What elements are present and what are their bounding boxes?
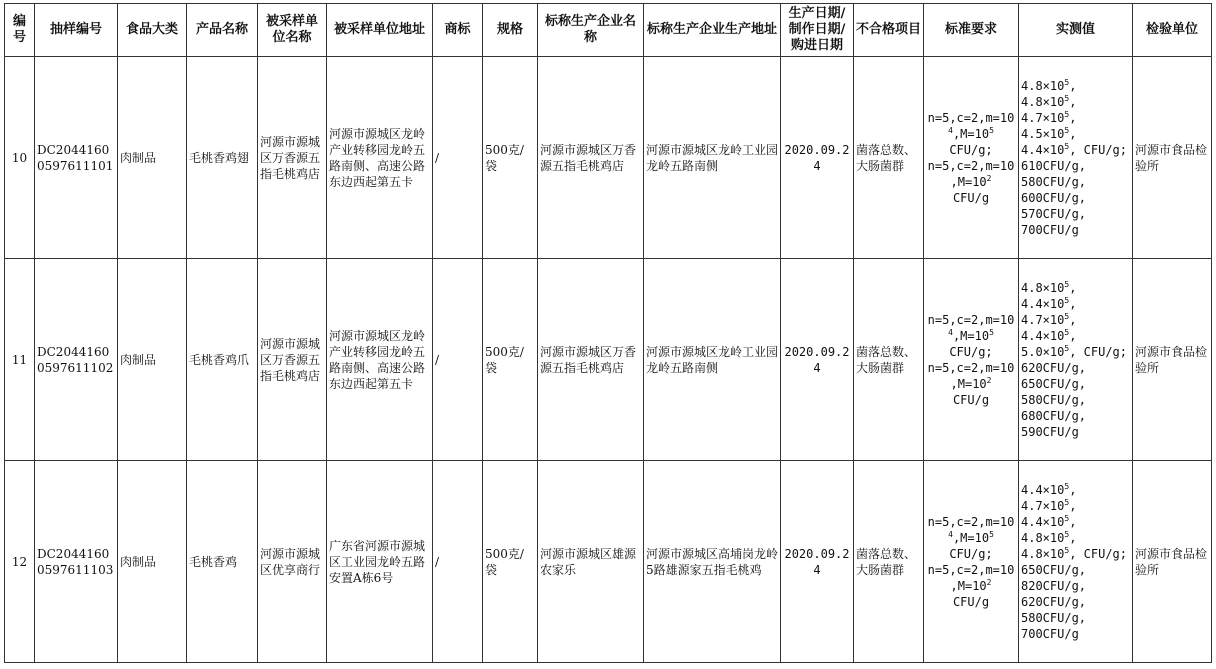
table-row [5, 57, 1212, 259]
col-header-mfr-name: 标称生产企业名称 [538, 4, 644, 57]
cell-sampled-addr: 河源市源城区龙岭产业转移园龙岭五路南侧、高速公路东边西起第五卡 [327, 57, 433, 259]
col-header-product: 产品名称 [187, 4, 258, 57]
cell-brand: / [433, 57, 483, 259]
cell-sampled-unit: 河源市源城区万香源五指毛桃鸡店 [258, 259, 327, 461]
table-row [5, 461, 1212, 663]
cell-product: 毛桃香鸡翅 [187, 57, 258, 259]
inspection-results-table [4, 3, 1212, 663]
cell-product: 毛桃香鸡爪 [187, 259, 258, 461]
cell-sampled-unit: 河源市源城区优享商行 [258, 461, 327, 663]
cell-standard: n=5,c=2,m=10 $^4,M=10^5$ CFU/g; n=5,c=2,m=10 $,M=10^2$ CFU/g [924, 57, 1019, 259]
col-header-brand: 商标 [433, 4, 483, 57]
cell-sample-no: DC20441600597611101 [35, 57, 118, 259]
cell-sampled-addr: 广东省河源市源城区工业园龙岭五路安置A栋6号 [327, 461, 433, 663]
cell-no: 11 [5, 259, 35, 461]
col-header-failed-items: 不合格项目 [854, 4, 924, 57]
cell-failed-items: 菌落总数、大肠菌群 [854, 57, 924, 259]
cell-spec: 500克/袋 [483, 259, 538, 461]
col-header-standard: 标准要求 [924, 4, 1019, 57]
cell-category: 肉制品 [118, 259, 187, 461]
cell-lab: 河源市食品检验所 [1133, 461, 1212, 663]
cell-sampled-unit: 河源市源城区万香源五指毛桃鸡店 [258, 57, 327, 259]
col-header-sample-no: 抽样编号 [35, 4, 118, 57]
col-header-category: 食品大类 [118, 4, 187, 57]
col-header-date: 生产日期/制作日期/购进日期 [781, 4, 854, 57]
col-header-spec: 规格 [483, 4, 538, 57]
col-header-measured: 实测值 [1019, 4, 1133, 57]
table-row [5, 259, 1212, 461]
col-header-lab: 检验单位 [1133, 4, 1212, 57]
cell-failed-items: 菌落总数、大肠菌群 [854, 259, 924, 461]
col-header-sampled-unit: 被采样单位名称 [258, 4, 327, 57]
cell-product: 毛桃香鸡 [187, 461, 258, 663]
cell-spec: 500克/袋 [483, 461, 538, 663]
cell-standard: n=5,c=2,m=10 $^4,M=10^5$ CFU/g; n=5,c=2,m=10 $,M=10^2$ CFU/g [924, 259, 1019, 461]
cell-mfr-addr: 河源市源城区龙岭工业园龙岭五路南侧 [644, 57, 781, 259]
cell-measured: $4.8\times 10^5$, $4.8\times 10^5$, $4.7\times 10^5$, $4.5\times 10^5$, $4.4\times 10^5$, CFU/g; 610CFU/g, 580CFU/g, 600CFU/g, 570CFU/g, 700CFU/g [1019, 57, 1133, 259]
cell-mfr-addr: 河源市源城区高埔岗龙岭5路雄源家五指毛桃鸡 [644, 461, 781, 663]
cell-failed-items: 菌落总数、大肠菌群 [854, 461, 924, 663]
cell-date: 2020.09.24 [781, 461, 854, 663]
cell-date: 2020.09.24 [781, 259, 854, 461]
col-header-mfr-addr: 标称生产企业生产地址 [644, 4, 781, 57]
cell-sample-no: DC20441600597611102 [35, 259, 118, 461]
cell-mfr-name: 河源市源城区万香源五指毛桃鸡店 [538, 259, 644, 461]
cell-brand: / [433, 461, 483, 663]
cell-spec: 500克/袋 [483, 57, 538, 259]
col-header-sampled-addr: 被采样单位地址 [327, 4, 433, 57]
cell-no: 10 [5, 57, 35, 259]
cell-category: 肉制品 [118, 57, 187, 259]
cell-brand: / [433, 259, 483, 461]
cell-measured: $4.4\times 10^5$, $4.7\times 10^5$, $4.4\times 10^5$, $4.8\times 10^5$, $4.8\times 10^5$, CFU/g; 650CFU/g, 820CFU/g, 620CFU/g, 580CFU/g, 700CFU/g [1019, 461, 1133, 663]
cell-no: 12 [5, 461, 35, 663]
cell-mfr-name: 河源市源城区雄源农家乐 [538, 461, 644, 663]
cell-lab: 河源市食品检验所 [1133, 57, 1212, 259]
cell-mfr-name: 河源市源城区万香源五指毛桃鸡店 [538, 57, 644, 259]
cell-standard: n=5,c=2,m=10 $^4,M=10^5$ CFU/g; n=5,c=2,m=10 $,M=10^2$ CFU/g [924, 461, 1019, 663]
header-row [5, 4, 1212, 57]
cell-sample-no: DC20441600597611103 [35, 461, 118, 663]
cell-measured: $4.8\times 10^5$, $4.4\times 10^5$, $4.7\times 10^5$, $4.4\times 10^5$, $5.0\times 10^5$, CFU/g; 620CFU/g, 650CFU/g, 580CFU/g, 680CFU/g, 590CFU/g [1019, 259, 1133, 461]
cell-mfr-addr: 河源市源城区龙岭工业园龙岭五路南侧 [644, 259, 781, 461]
cell-lab: 河源市食品检验所 [1133, 259, 1212, 461]
cell-category: 肉制品 [118, 461, 187, 663]
cell-sampled-addr: 河源市源城区龙岭产业转移园龙岭五路南侧、高速公路东边西起第五卡 [327, 259, 433, 461]
cell-date: 2020.09.24 [781, 57, 854, 259]
col-header-no: 编号 [5, 4, 35, 57]
